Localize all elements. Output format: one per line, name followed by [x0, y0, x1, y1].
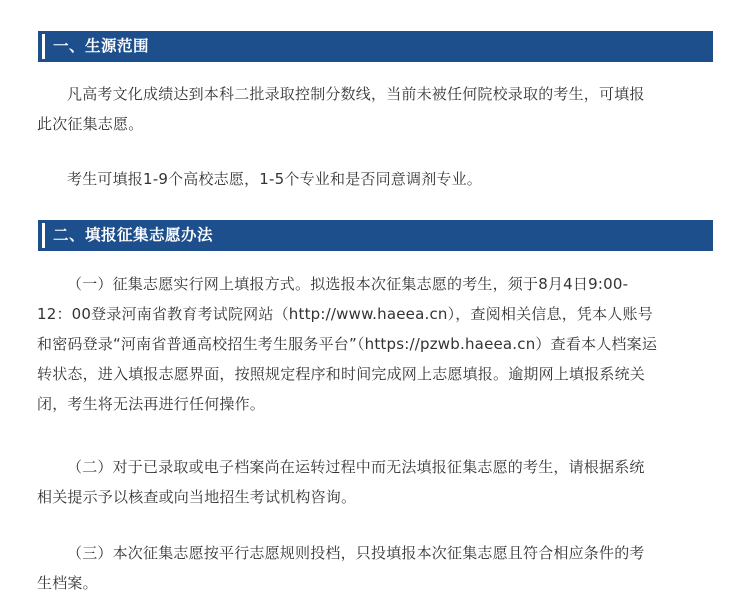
paragraph-parallel-rules [37, 538, 717, 598]
section-accent-bar [42, 34, 45, 59]
paragraph-line: （二）对于已录取或电子档案尚在运转过程中而无法填报征集志愿的考生，请根据系统 [67, 458, 645, 476]
section-header-application-method [38, 220, 713, 251]
paragraph-line: 生档案。 [37, 574, 98, 592]
section-title: 一、生源范围 [53, 37, 150, 55]
paragraph-line: （一）征集志愿实行网上填报方式。拟选报本次征集志愿的考生，须于8月4日9:00- [67, 275, 629, 293]
paragraph-line: 相关提示予以核查或向当地招生考试机构咨询。 [37, 488, 357, 506]
paragraph-line: （三）本次征集志愿按平行志愿规则投档，只投填报本次征集志愿且符合相应条件的考 [67, 544, 645, 562]
paragraph-already-admitted [37, 452, 717, 512]
paragraph-online-application [37, 269, 717, 419]
section-title: 二、填报征集志愿办法 [53, 226, 214, 244]
section-header-student-source [38, 31, 713, 62]
paragraph-eligibility [37, 79, 717, 139]
paragraph-line: 闭，考生将无法再进行任何操作。 [37, 395, 266, 413]
section-accent-bar [42, 223, 45, 248]
paragraph-line: 此次征集志愿。 [37, 115, 144, 133]
paragraph-choice-limits [37, 164, 717, 194]
paragraph-line: 和密码登录“河南省普通高校招生考生服务平台”（https://pzwb.haeea.cn）查看本人档案运 [37, 335, 658, 353]
paragraph-line: 12：00登录河南省教育考试院网站（http://www.haeea.cn），查阅相关信息，凭本人账号 [37, 305, 653, 323]
paragraph-line: 凡高考文化成绩达到本科二批录取控制分数线，当前未被任何院校录取的考生，可填报 [67, 85, 645, 103]
paragraph-line: 考生可填报1-9个高校志愿，1-5个专业和是否同意调剂专业。 [67, 170, 483, 188]
paragraph-line: 转状态，进入填报志愿界面，按照规定程序和时间完成网上志愿填报。逾期网上填报系统关 [37, 365, 646, 383]
